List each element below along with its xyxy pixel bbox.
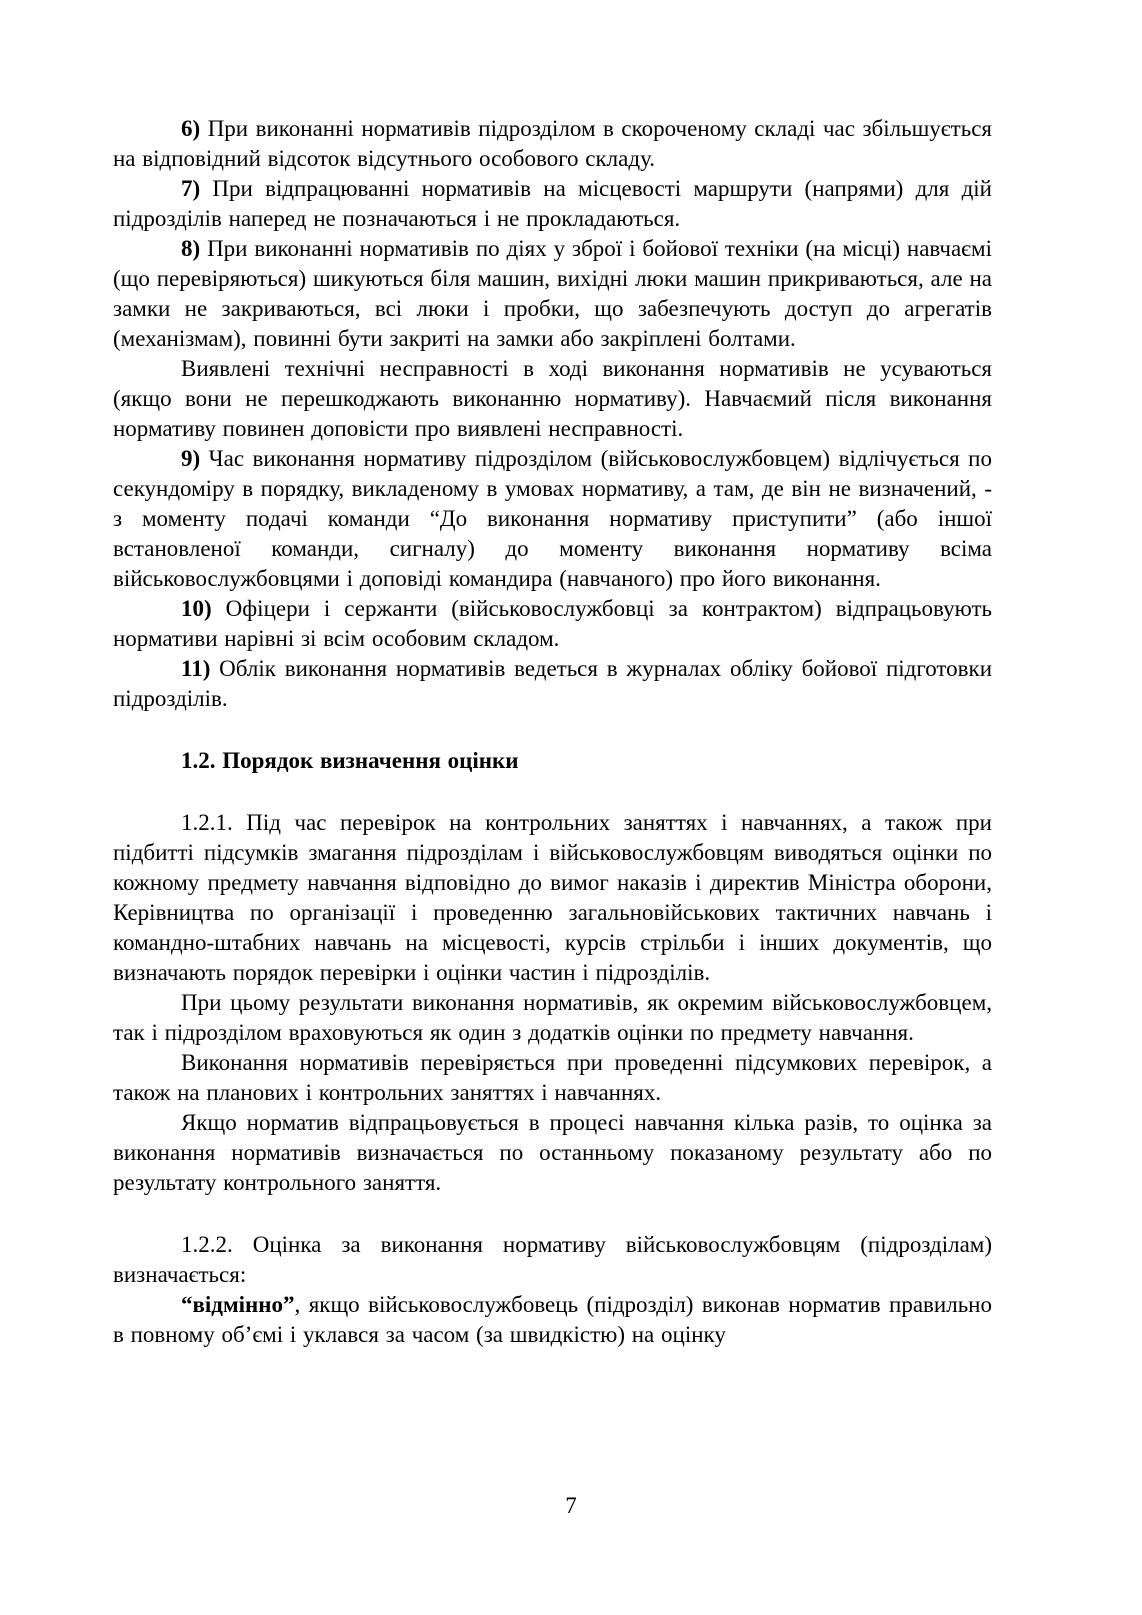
text-run: 8) (181, 236, 208, 261)
text-run: 11) (181, 656, 220, 681)
page-number: 7 (565, 1493, 577, 1518)
paragraph (113, 114, 992, 174)
text-run: Облік виконання нормативів ведеться в журналах обліку бойової підготовки підрозділів. (113, 656, 993, 711)
text-run: Офіцери і сержанти (військовослужбовці за контрактом) відпрацьовують нормативи нарівні зі всім особовим складом. (113, 596, 992, 651)
text-run: 1.2. Порядок визначення оцінки (181, 748, 519, 773)
text-run: 6) (181, 116, 208, 141)
text-run: Виконання нормативів перевіряється при проведенні підсумкових перевірок, а також на планових і контрольних заняттях і навчаннях. (113, 1050, 992, 1105)
paragraph (113, 988, 992, 1048)
paragraph (113, 808, 992, 988)
text-run: Виявлені технічні несправності в ході виконання нормативів не усуваються (якщо вони не перешкоджають виконанню нормативу). Навчаємий після виконання нормативу повинен доповісти про виявлені несправності. (113, 356, 992, 441)
paragraph (113, 1108, 992, 1198)
paragraph (113, 1290, 992, 1350)
text-run: При цьому результати виконання нормативів, як окремим військовослужбовцем, так і підрозділом враховуються як один з додатків оцінки по предмету навчання. (113, 990, 992, 1045)
paragraph (113, 654, 992, 714)
paragraph (113, 1230, 992, 1290)
paragraph (113, 234, 992, 354)
text-run: “відмінно” (181, 1292, 295, 1317)
text-run: , якщо військовослужбовець (підрозділ) виконав норматив правильно в повному об’ємі і уклався за часом (за швидкістю) на оцінку (113, 1292, 992, 1347)
paragraph (113, 444, 992, 594)
paragraph (113, 354, 992, 444)
text-run: 10) (181, 596, 226, 621)
text-run: Час виконання нормативу підрозділом (військовослужбовцем) відлічується по секундоміру в порядку, викладеному в умовах нормативу, а там, де він не визначений, - з моменту подачі команди “До виконання нормативу приступити” (або іншої встановленої команди, сигналу) до моменту виконання нормативу всіма військовослужбовцями і доповіді командира (навчаного) про його виконання. (113, 446, 992, 591)
section-heading (113, 746, 992, 776)
paragraph (113, 594, 992, 654)
text-run: Якщо норматив відпрацьовується в процесі навчання кілька разів, то оцінка за виконання нормативів визначається по останньому показаному результату або по результату контрольного заняття. (113, 1110, 992, 1195)
text-run: При відпрацюванні нормативів на місцевості маршрути (напрями) для дій підрозділів наперед не позначаються і не прокладаються. (113, 176, 992, 231)
text-run: 7) (181, 176, 213, 201)
paragraph (113, 174, 992, 234)
text-run: 1.2.1. Під час перевірок на контрольних заняттях і навчаннях, а також при підбитті підсумків змагання підрозділам і військовослужбовцям виводяться оцінки по кожному предмету навчання відповідно до вимог наказів і директив Міністра оборони, Керівництва по організації і проведенню загальновійськових тактичних навчань і командно-штабних навчань на місцевості, курсів стрільби і інших документів, що визначають порядок перевірки і оцінки частин і підрозділів. (113, 810, 992, 985)
paragraph (113, 1048, 992, 1108)
text-run: При виконанні нормативів підрозділом в скороченому складі час збільшується на відповідний відсоток відсутнього особового складу. (113, 116, 992, 171)
document-body (113, 114, 992, 1350)
text-run: 9) (181, 446, 209, 471)
text-run: 1.2.2. Оцінка за виконання нормативу військовослужбовцям (підрозділам) визначається: (113, 1232, 992, 1287)
text-run: При виконанні нормативів по діях у зброї і бойової техніки (на місці) навчаємі (що перевіряються) шикуються біля машин, вихідні люки машин прикриваються, але на замки не закриваються, всі люки і пробки, що забезпечують доступ до агрегатів (механізмам), повинні бути закриті на замки або закріплені болтами. (113, 236, 992, 351)
